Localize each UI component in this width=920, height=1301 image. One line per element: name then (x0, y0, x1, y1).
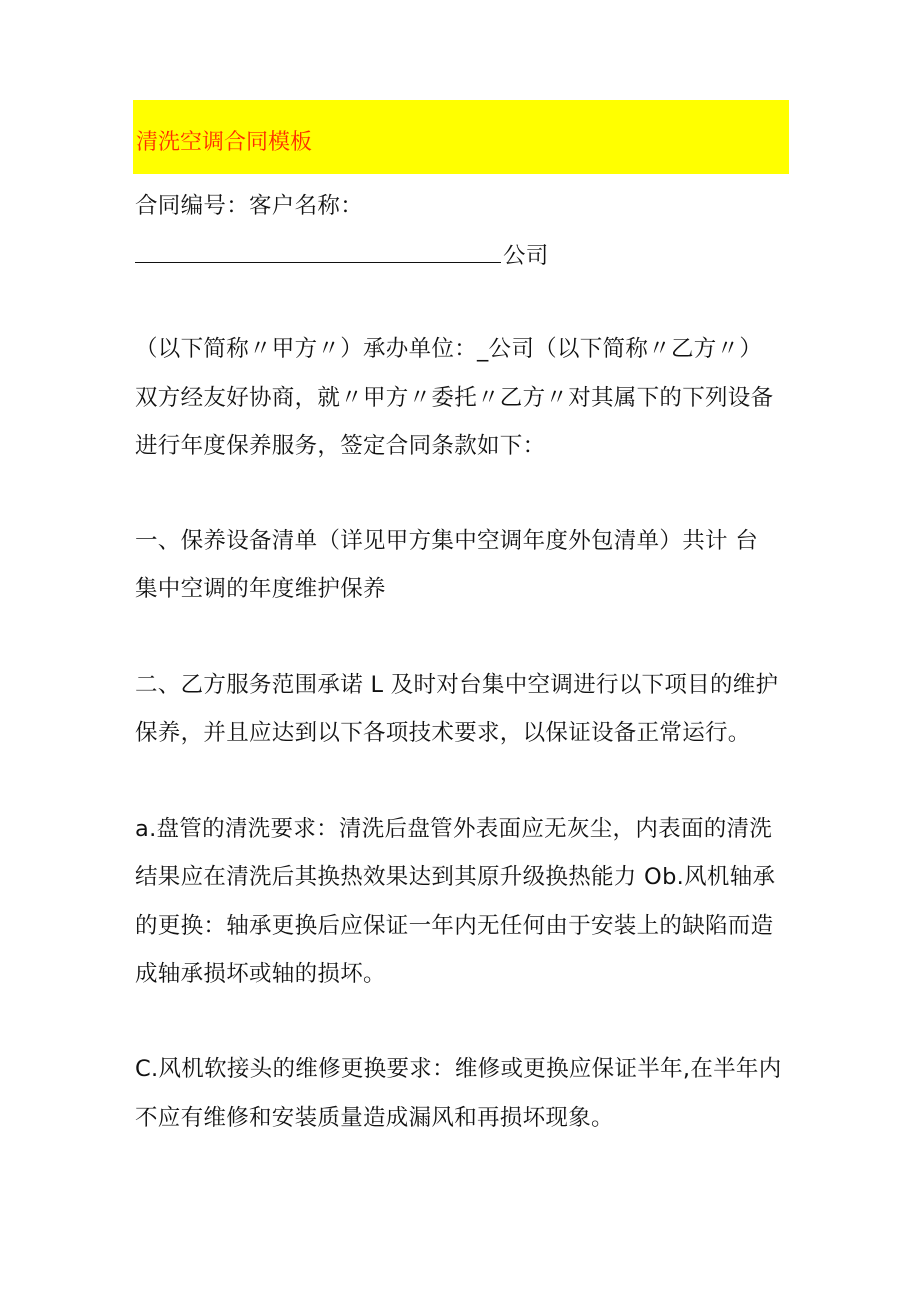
paragraph-line: 保养，并且应达到以下各项技术要求，以保证设备正常运行。 (135, 720, 751, 746)
paragraph-line: 不应有维修和安装质量造成漏风和再损坏现象。 (135, 1105, 614, 1131)
contract-number-line: 合同编号：客户名称： (135, 193, 364, 219)
document-title: 清洗空调合同模板 (136, 130, 313, 155)
paragraph-line: 成轴承损坏或轴的损坏。 (135, 961, 386, 987)
paragraph-line: a.盘管的清洗要求：清洗后盘管外表面应无灰尘，内表面的清洗 (135, 816, 773, 842)
fill-in-blank (135, 240, 501, 263)
paragraph-line: 集中空调的年度维护保养 (135, 576, 386, 602)
paragraph-line: C.风机软接头的维修更换要求：维修或更换应保证半年,在半年内 (135, 1056, 782, 1082)
paragraph-line: 进行年度保养服务，签定合同条款如下： (135, 433, 546, 459)
paragraph-line: 双方经友好协商，就〃甲方〃委托〃乙方〃对其属下的下列设备 (135, 385, 774, 411)
paragraph-line: 的更换：轴承更换后应保证一年内无任何由于安装上的缺陷而造 (135, 913, 774, 939)
company-blank-line (135, 240, 549, 271)
paragraph-line: 结果应在清洗后其换热效果达到其原升级换热能力 Ob.风机轴承 (135, 864, 776, 890)
title-highlight-band (133, 100, 789, 174)
company-suffix: 公司 (503, 243, 549, 269)
paragraph-line: （以下简称〃甲方〃）承办单位：_公司（以下简称〃乙方〃） (135, 336, 763, 362)
paragraph-line: 二、乙方服务范围承诺 L 及时对台集中空调进行以下项目的维护 (135, 672, 779, 698)
paragraph-line: 一、保养设备清单（详见甲方集中空调年度外包清单）共计 台 (135, 528, 759, 554)
